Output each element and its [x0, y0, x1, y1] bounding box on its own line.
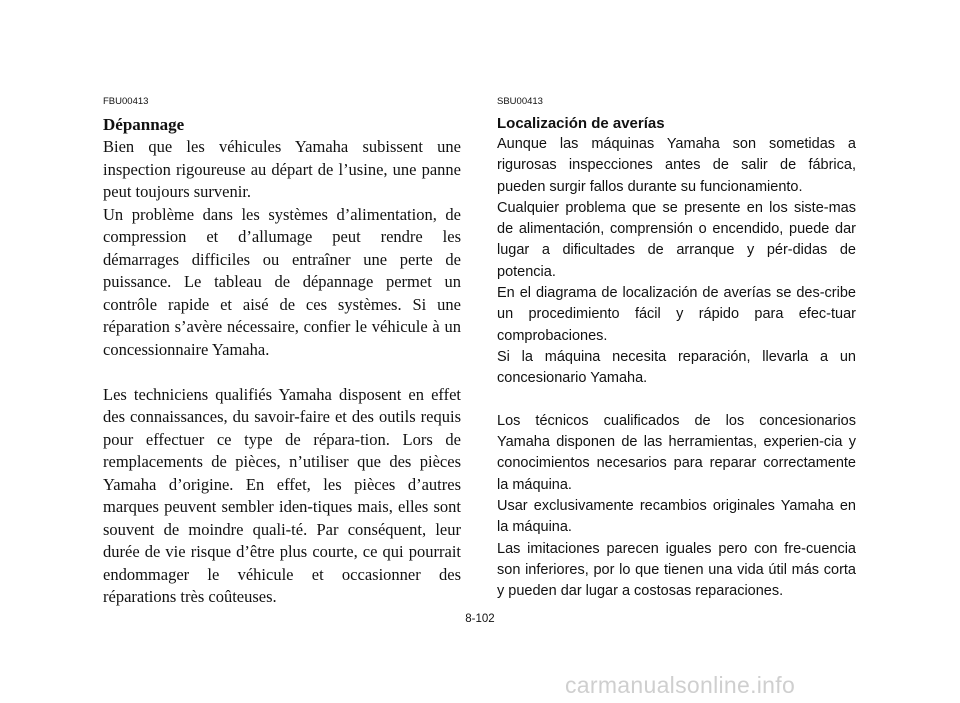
spanish-paragraph-7: Las imitaciones parecen iguales pero con fre-cuencia son inferiores, por lo que tienen una vida útil más corta y pueden dar lugar a costosas reparaciones.: [497, 540, 856, 600]
spanish-paragraph-1: Aunque las máquinas Yamaha son sometidas a rigurosas inspecciones antes de salir de fábrica, pueden surgir fallos durante su funcionamiento.: [497, 136, 856, 195]
watermark: carmanualsonline.info: [565, 672, 796, 698]
spanish-section-title: Localización de averías: [497, 115, 665, 132]
french-paragraph-3: Les techniciens qualifiés Yamaha disposent en effet des connaissances, du savoir-faire et des outils requis pour effectuer ce type de répara-tion. Lors de remplacements de pièces, n’utiliser que des pièces Yamaha d’origine. En effet, les pièces d’autres marques peuvent sembler iden-tiques mais, elles sont souvent de moindre quali-té. Par conséquent, leur durée de vie risque d’être plus courte, ce qui pourrait endommager le véhicule et occasionner des réparations très coûteuses.: [103, 384, 461, 606]
spanish-spacer: [497, 390, 856, 411]
french-spacer: [103, 361, 461, 384]
spanish-paragraph-6: Usar exclusivamente recambios originales Yamaha en la máquina.: [497, 498, 856, 536]
spanish-section-code: SBU00413: [497, 96, 543, 107]
french-section-code: FBU00413: [103, 96, 149, 107]
french-paragraph-1: Bien que les véhicules Yamaha subissent une inspection rigoureuse au départ de l’usine, une panne peut toujours survenir.: [103, 137, 461, 201]
spanish-paragraph-2: Cualquier problema que se presente en los siste-mas de alimentación, comprensión o encendido, puede dar lugar a dificultades de arranque y pér-didas de potencia.: [497, 199, 856, 280]
spanish-column: [497, 96, 856, 603]
french-column: [103, 96, 461, 609]
page-number: 8-102: [465, 613, 495, 625]
french-section-title: Dépannage: [103, 115, 185, 134]
spanish-paragraph-5: Los técnicos cualificados de los concesionarios Yamaha disponen de las herramientas, experien-cia y conocimientos necesarios para reparar correctamente la máquina.: [497, 412, 856, 493]
spanish-paragraph-3: En el diagrama de localización de averías se des-cribe un procedimiento fácil y rápido para efec-tuar comprobaciones.: [497, 285, 856, 344]
spanish-paragraph-4: Si la máquina necesita reparación, llevarla a un concesionario Yamaha.: [497, 348, 856, 387]
french-paragraph-2: Un problème dans les systèmes d’alimentation, de compression et d’allumage peut rendre les démarrages difficiles ou entraîner une perte de puissance. Le tableau de dépannage permet un contrôle rapide et aisé de ces systèmes. Si une réparation s’avère nécessaire, confier le véhicule à un concessionnaire Yamaha.: [103, 204, 461, 359]
